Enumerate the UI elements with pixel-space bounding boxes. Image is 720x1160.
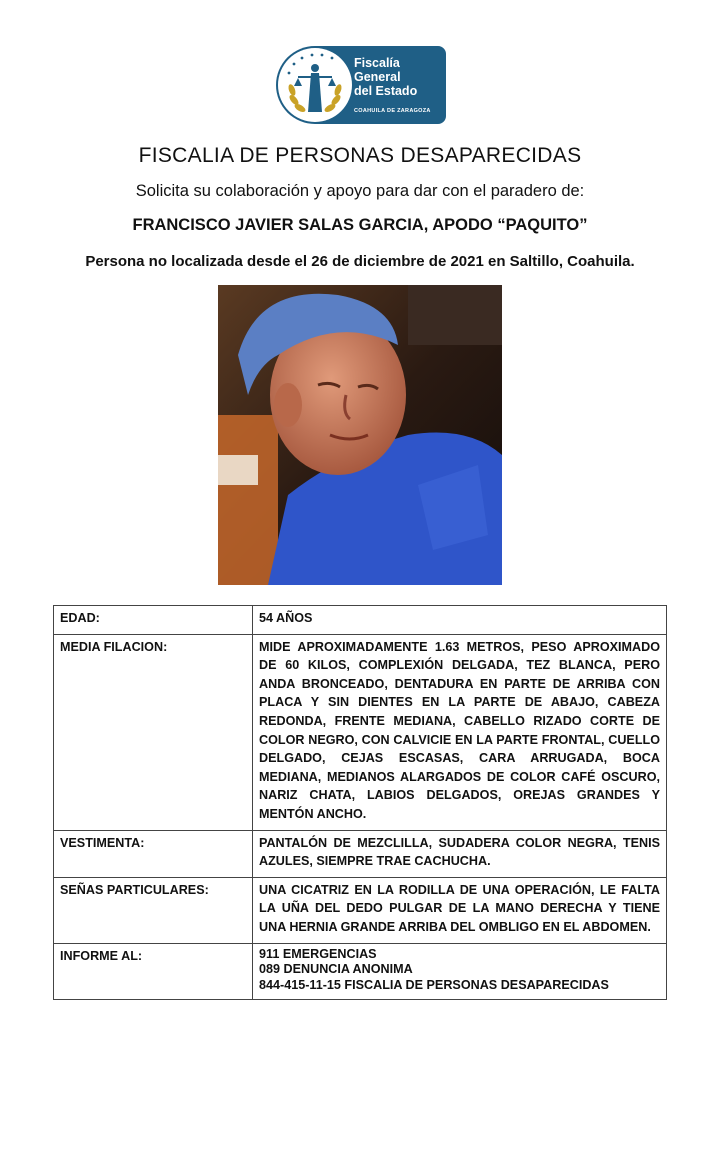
- contact-emergency: 911 EMERGENCIAS: [259, 946, 377, 961]
- description-label: MEDIA FILACION:: [54, 634, 253, 830]
- contact-anonymous: 089 DENUNCIA ANONIMA: [259, 962, 413, 976]
- logo-line-1: Fiscalía: [354, 56, 400, 70]
- clothing-value: PANTALÓN DE MEZCLILLA, SUDADERA COLOR NEGRA, TENIS AZULES, SIEMPRE TRAE CACHUCHA.: [253, 830, 667, 877]
- logo-line-3: del Estado: [354, 84, 418, 98]
- table-row-marks: [54, 877, 667, 943]
- age-label: EDAD:: [54, 606, 253, 635]
- logo-line-2: General: [354, 70, 401, 84]
- missing-since: Persona no localizada desde el 26 de diciembre de 2021 en Saltillo, Coahuila.: [85, 253, 635, 270]
- marks-label: SEÑAS PARTICULARES:: [54, 877, 253, 943]
- contact-fiscalia-phone: 844-415-11-15 FISCALIA DE PERSONAS DESAPARECIDAS: [259, 977, 609, 992]
- logo-subtitle: COAHUILA DE ZARAGOZA: [354, 108, 431, 114]
- person-name: FRANCISCO JAVIER SALAS GARCIA, APODO “PAQUITO”: [132, 216, 588, 234]
- table-row-clothing: [54, 830, 667, 877]
- agency-title: FISCALIA DE PERSONAS DESAPARECIDAS: [138, 144, 582, 167]
- fiscalia-logo: [276, 46, 446, 124]
- table-row-description: [54, 634, 667, 830]
- report-contacts: [253, 943, 667, 1000]
- request-text: Solicita su colaboración y apoyo para dar con el paradero de:: [135, 182, 585, 200]
- logo-wordmark: [354, 56, 442, 98]
- age-value: 54 AÑOS: [253, 606, 667, 635]
- justice-scales-icon: [280, 50, 350, 120]
- table-row-report: [54, 943, 667, 1000]
- table-row-age: [54, 606, 667, 635]
- portrait-illustration: [218, 285, 502, 585]
- details-table: [53, 605, 667, 1000]
- missing-person-photo: [218, 285, 502, 585]
- clothing-label: VESTIMENTA:: [54, 830, 253, 877]
- description-value: MIDE APROXIMADAMENTE 1.63 METROS, PESO APROXIMADO DE 60 KILOS, COMPLEXIÓN DELGADA, TEZ BLANCA, PERO ANDA BRONCEADO, DENTADURA EN PARTE DE ARRIBA CON PLACA Y SIN DIENTES EN LA PARTE DE ABAJO, CABEZA REDONDA, FRENTE MEDIANA, CABELLO RIZADO CORTE DE COLOR NEGRO, CON CALVICIE EN LA PARTE FRONTAL, CUELLO DELGADO, CEJAS ESCASAS, CARA ARRUGADA, BOCA MEDIANA, MEDIANOS ALARGADOS DE COLOR CAFÉ OSCURO, NARIZ CHATA, LABIOS DELGADOS, OREJAS GRANDES Y MENTÓN ANCHO.: [253, 634, 667, 830]
- report-label: INFORME AL:: [54, 943, 253, 1000]
- marks-value: UNA CICATRIZ EN LA RODILLA DE UNA OPERACIÓN, LE FALTA LA UÑA DEL DEDO PULGAR DE LA MANO DERECHA Y TIENE UNA HERNIA GRANDE ARRIBA DEL OMBLIGO EN EL ABDOMEN.: [253, 877, 667, 943]
